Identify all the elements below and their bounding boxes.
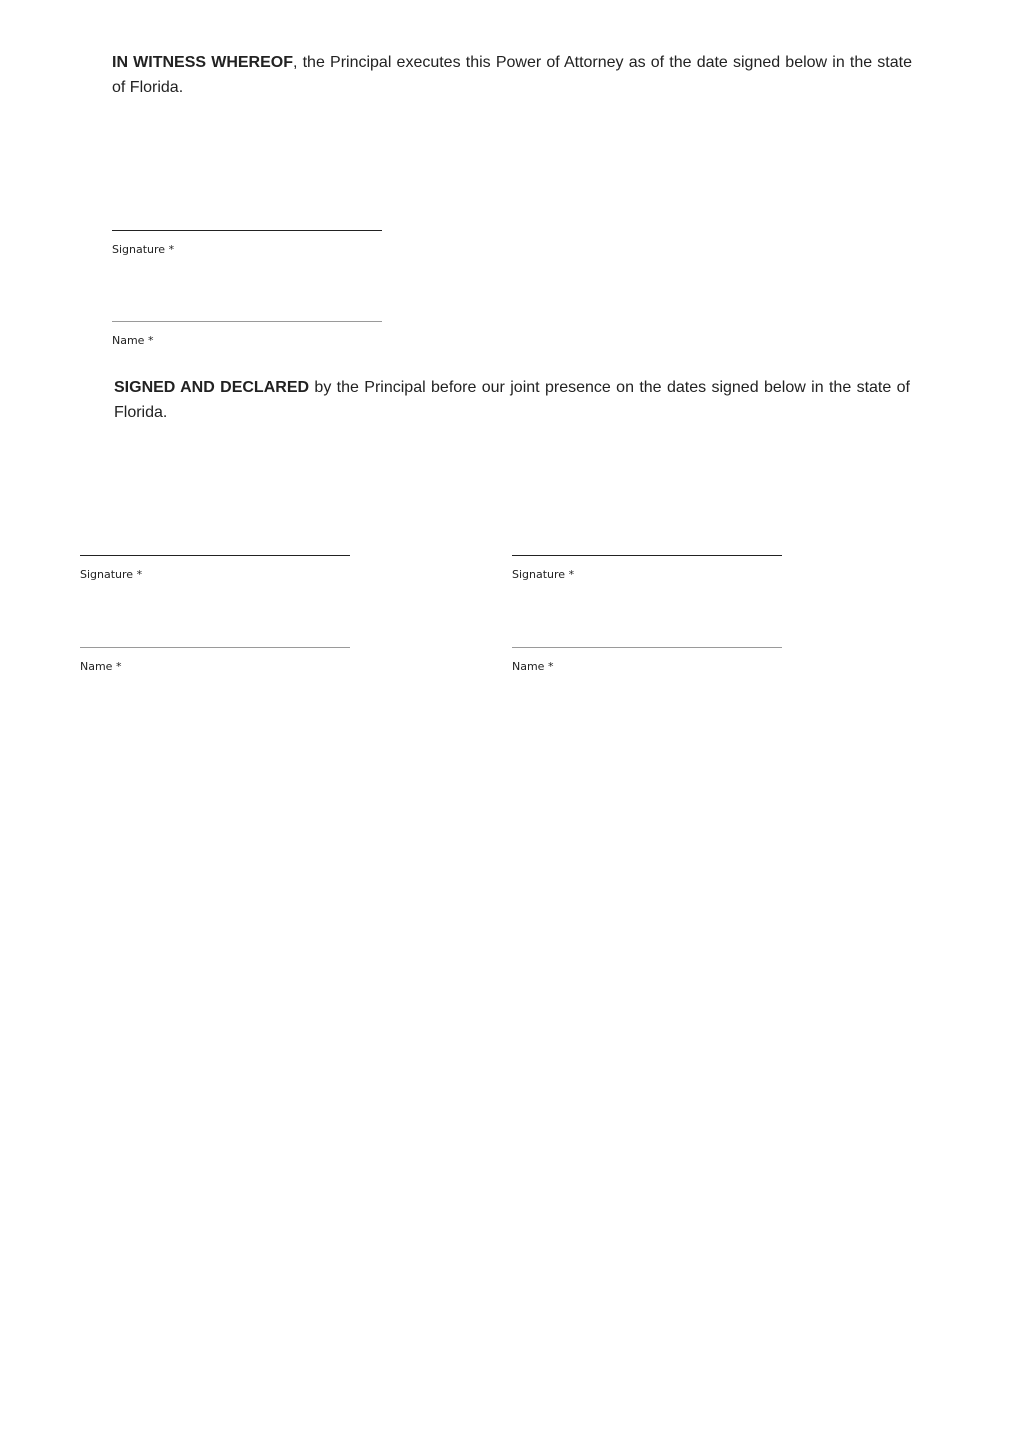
witness-2-name-label: Name * bbox=[512, 660, 554, 673]
witness-whereof-text: , the Principal executes this Power of Attorney as of the date signed below in the state of Florida. bbox=[112, 54, 912, 96]
witness-1-signature-line[interactable] bbox=[80, 555, 350, 556]
witness-2-name-line[interactable] bbox=[512, 647, 782, 648]
principal-name-line[interactable] bbox=[112, 321, 382, 322]
principal-signature-line[interactable] bbox=[112, 230, 382, 231]
witness-1-name-label: Name * bbox=[80, 660, 122, 673]
witness-2-signature-line[interactable] bbox=[512, 555, 782, 556]
witness-whereof-heading: IN WITNESS WHEREOF bbox=[112, 54, 293, 71]
witness-whereof-paragraph bbox=[112, 50, 912, 100]
principal-name-label: Name * bbox=[112, 334, 154, 347]
principal-signature-label: Signature * bbox=[112, 243, 175, 256]
signed-declared-heading: SIGNED AND DECLARED bbox=[114, 379, 310, 396]
witness-1-signature-label: Signature * bbox=[80, 568, 143, 581]
signed-declared-paragraph bbox=[114, 375, 910, 425]
witness-2-signature-label: Signature * bbox=[512, 568, 575, 581]
witness-1-name-line[interactable] bbox=[80, 647, 350, 648]
signed-declared-text: by the Principal before our joint presence on the dates signed below in the state of Florida. bbox=[114, 379, 910, 421]
